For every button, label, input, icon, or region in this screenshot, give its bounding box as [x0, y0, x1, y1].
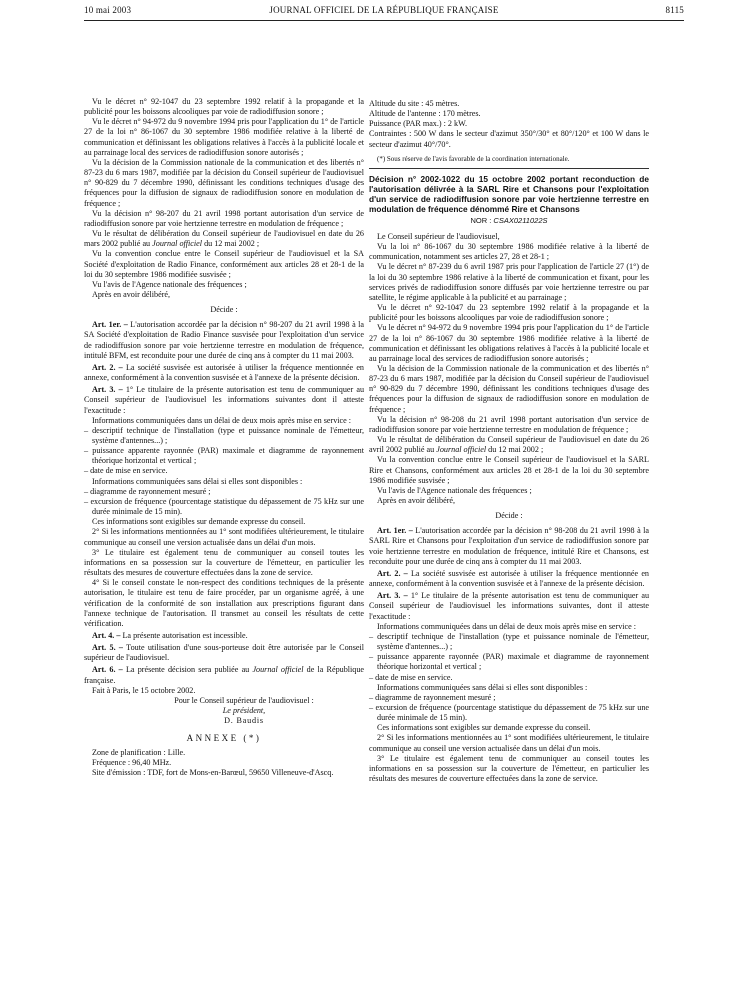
paragraph-3: 3° Le titulaire est également tenu de communiquer au conseil toutes les informations en sa possession sur la couverture de l'émetteur, en particulier les résultats des mesures de couverture effectuées dans la zone de service. [369, 753, 649, 784]
article-1: Art. 1er. – L'autorisation accordée par la décision n° 98-208 du 21 avril 1998 à la SARL Rire et Chansons pour l'exploitation d'un service de radiodiffusion sonore par voie hertzienne terrestre en modulation de fréquence, intitulé Rire et Chansons, est reconduite pour une durée de cinq ans à compter du 11 mai 2003. [369, 526, 650, 566]
paragraph: Vu la décision de la Commission nationale de la communication et des libertés n° 87-23 du 6 mars 1987, modifiée par la décision du Conseil supérieur de l'audiovisuel n° 90-829 du 7 décembre 1990, définissant les conditions techniques d'usage des fréquences pour la diffusion de signaux de radiodiffusion sonore en modulation de fréquence ; [369, 363, 649, 414]
paragraph-2: 2° Si les informations mentionnées au 1° sont modifiées ultérieurement, le titulaire communique au conseil une version actualisée dans un délai d'un mois. [369, 733, 649, 753]
annexe-line: Zone de planification : Lille. [92, 747, 186, 757]
paragraph: Vu le décret n° 94-972 du 9 novembre 1994 pris pour l'application du 1° de l'article 27 de la loi n° 86-1067 du 30 septembre 1986 modifiée relative à la liberté de communication et définissant les obligations relatives à l'accès à la publicité locale et au parrainage local des services de radiodiffusion sonore autorisés ; [369, 323, 649, 363]
info-delay-heading: Informations communiquées dans un délai de deux mois après mise en service : [377, 621, 637, 631]
paragraph-journal-officiel: Vu le résultat de délibération du Conseil supérieur de l'audiovisuel en date du 26 mars 2002 publié au Journal officiel du 12 mai 2002 ; [84, 229, 364, 249]
header-date: 10 mai 2003 [84, 5, 132, 15]
paragraph: Vu la décision n° 98-208 du 21 avril 1998 portant autorisation d'un service de radiodiffusion sonore par voie hertzienne terrestre en modulation de fréquence ; [369, 414, 649, 434]
info-delay-heading: Informations communiquées dans un délai de deux mois après mise en service : [92, 415, 352, 425]
paragraph: Vu le décret n° 87-239 du 6 avril 1987 pris pour l'application de l'article 27 (1°) de la loi du 30 septembre 1986 relative à la liberté de communication et fixant, pour les services privés de radiodiffusion sonore diffusés par voie hertzienne terrestre ou par satellite, le régime applicable à la publicité et au parrainage ; [369, 262, 649, 302]
paragraph: Vu le décret n° 94-972 du 9 novembre 1994 pris pour l'application du 1° de l'article 27 de la loi n° 86-1067 du 30 septembre 1986 modifiée relative à la liberté de communication et définissant les obligations relatives à l'accès à la publicité locale et au parrainage local des services de radiodiffusion sonore autorisés ; [84, 117, 364, 157]
paragraph-avis: Vu l'avis de l'Agence nationale des fréquences ; [92, 279, 247, 289]
annexe-title: ANNEXE (*) [186, 733, 262, 744]
signature-title: Le président, [222, 706, 266, 716]
paragraph-exigibles: Ces informations sont exigibles sur demande expresse du conseil. [377, 723, 591, 733]
signatory-name: D. Baudis [224, 716, 264, 726]
list-item: – diagramme de rayonnement mesuré ; [369, 692, 496, 702]
list-item: – date de mise en service. [369, 672, 453, 682]
paragraph-avis: Vu l'avis de l'Agence nationale des fréquences ; [377, 485, 532, 495]
paragraph-delibere: Après en avoir délibéré, [377, 496, 456, 505]
paragraph: Vu la loi n° 86-1067 du 30 septembre 1986 modifiée relative à la liberté de communication, notamment ses articles 27, 28 et 28-1 ; [369, 242, 649, 262]
left-column [84, 97, 364, 778]
journal-title: JOURNAL OFFICIEL DE LA RÉPUBLIQUE FRANÇAISE [269, 5, 499, 15]
article-6: Art. 6. – La présente décision sera publiée au Journal officiel de la République française. [84, 665, 365, 685]
footnote: (*) Sous réserve de l'avis favorable de la coordination internationale. [377, 154, 570, 163]
paragraph-delibere: Après en avoir délibéré, [92, 289, 171, 299]
list-item: – diagramme de rayonnement mesuré ; [84, 486, 211, 496]
paragraph-3: 3° Le titulaire est également tenu de communiquer au conseil toutes les informations en sa possession sur la couverture de l'émetteur, en particulier les résultats des mesures de couverture effectuées dans la zone de service. [84, 547, 364, 578]
paragraph: Vu la décision n° 98-207 du 21 avril 1998 portant autorisation d'un service de radiodiffusion sonore par voie hertzienne terrestre en modulation de fréquence ; [84, 208, 364, 228]
tech-line: Altitude de l'antenne : 170 mètres. [369, 109, 481, 119]
list-item: – descriptif technique de l'installation (type et puissance nominale de l'émetteur, système d'antennes...) ; [369, 631, 649, 652]
page-header [84, 5, 684, 19]
tech-line: Contraintes : 500 W dans le secteur d'azimut 350°/30° et 80°/120° et 100 W dans le secteur d'azimut 40°/70°. [369, 129, 649, 149]
signature-place-date: Fait à Paris, le 15 octobre 2002. [92, 685, 196, 695]
tech-line: Altitude du site : 45 mètres. [369, 99, 460, 108]
nor-reference: NOR : CSAX0211022S [470, 215, 548, 225]
article-5: Art. 5. – Toute utilisation d'une sous-porteuse doit être autorisée par le Conseil supérieur de l'audiovisuel. [84, 643, 365, 663]
article-4: Art. 4. – La présente autorisation est incessible. [92, 630, 248, 640]
annexe-line: Site d'émission : TDF, fort de Mons-en-Barœul, 59650 Villeneuve-d'Ascq. [92, 767, 334, 777]
list-item: – puissance apparente rayonnée (PAR) maximale et diagramme de rayonnement théorique horizontal et vertical ; [369, 652, 649, 672]
article-2: Art. 2. – La société susvisée est autorisée à utiliser la fréquence mentionnée en annexe, conformément à la convention susvisée et à l'annexe de la présente décision. [84, 362, 364, 383]
annexe-line: Fréquence : 96,40 MHz. [92, 757, 172, 767]
list-item: – date de mise en service. [84, 466, 168, 476]
paragraph-journal-officiel: Vu le résultat de délibération du Conseil supérieur de l'audiovisuel en date du 26 avril 2002 publié au Journal officiel du 12 mai 2002 ; [369, 435, 649, 455]
paragraph-convention: Vu la convention conclue entre le Conseil supérieur de l'audiovisuel et la SARL Rire et Chansons, conformément aux articles 28 et 28-1 de la loi du 30 septembre 1986 modifiée susvisée ; [369, 455, 649, 485]
article-2: Art. 2. – La société susvisée est autorisée à utiliser la fréquence mentionnée en annexe, conformément à la convention susvisée et à l'annexe de la présente décision. [369, 568, 649, 589]
list-item: – excursion de fréquence (pourcentage statistique du dépassement de 75 kHz sur une durée minimale de 15 min). [84, 496, 364, 517]
intro: Le Conseil supérieur de l'audiovisuel, [377, 231, 500, 241]
paragraph-exigibles: Ces informations sont exigibles sur demande expresse du conseil. [92, 517, 306, 527]
header-rule [84, 20, 684, 21]
list-item: – puissance apparente rayonnée (PAR) maximale et diagramme de rayonnement théorique horizontal et vertical ; [84, 446, 364, 466]
decide-heading: Décide : [210, 305, 238, 315]
paragraph: Vu le décret n° 92-1047 du 23 septembre 1992 relatif à la propagande et la publicité pour les boissons alcooliques par voie de radiodiffusion sonore ; [84, 97, 364, 117]
section-divider [369, 168, 649, 169]
list-item: – descriptif technique de l'installation (type et puissance nominale de l'émetteur, système d'antennes...) ; [84, 425, 364, 445]
article-3: Art. 3. – 1° Le titulaire de la présente autorisation est tenu de communiquer au Conseil supérieur de l'audiovisuel les informations suivantes dont il atteste l'exactitude : [84, 385, 365, 415]
signature-for-council: Pour le Conseil supérieur de l'audiovisuel : [174, 695, 314, 705]
info-nodelay-heading: Informations communiquées sans délai si elles sont disponibles : [92, 476, 303, 486]
tech-line: Puissance (PAR max.) : 2 kW. [369, 119, 468, 129]
article-1: Art. 1er. – L'autorisation accordée par la décision n° 98-207 du 21 avril 1998 à la SA Société d'exploitation de Radio Finance susvisée pour l'exploitation d'un service de radiodiffusion sonore par voie hertzienne terrestre en modulation de fréquence, intitulé BFM, est reconduite pour une durée de cinq ans à compter du 11 mai 2003. [84, 320, 365, 360]
list-item: – excursion de fréquence (pourcentage statistique du dépassement de 75 kHz sur une durée minimale de 15 min). [369, 702, 649, 723]
paragraph-convention: Vu la convention conclue entre le Conseil supérieur de l'audiovisuel et la SA Société d'exploitation de Radio Finance, conformément aux articles 28 et 28-1 de la loi du 30 septembre 1986 modifiée susvisée ; [84, 249, 364, 279]
paragraph-2: 2° Si les informations mentionnées au 1° sont modifiées ultérieurement, le titulaire communique au conseil une version actualisée dans un délai d'un mois. [84, 527, 364, 547]
paragraph: Vu le décret n° 92-1047 du 23 septembre 1992 relatif à la propagande et la publicité pour les boissons alcooliques par voie de radiodiffusion sonore ; [369, 303, 649, 323]
decide-heading: Décide : [495, 511, 523, 521]
page-number: 8115 [665, 5, 684, 15]
info-nodelay-heading: Informations communiquées sans délai si elles sont disponibles : [377, 682, 588, 692]
article-3: Art. 3. – 1° Le titulaire de la présente autorisation est tenu de communiquer au Conseil supérieur de l'audiovisuel les informations suivantes, dont il atteste l'exactitude : [369, 591, 650, 621]
paragraph: Vu la décision de la Commission nationale de la communication et des libertés n° 87-23 du 6 mars 1987, modifiée par la décision du Conseil supérieur de l'audiovisuel n° 90-829 du 7 décembre 1990, définissant les conditions techniques d'usage des fréquences pour la diffusion de signaux de radiodiffusion sonore en modulation de fréquence ; [84, 157, 364, 208]
right-column [369, 99, 649, 784]
paragraph-4: 4° Si le conseil constate le non-respect des conditions techniques de la présente autorisation, le titulaire est tenu de faire procéder, par un organisme agréé, à une vérification de la conformité de son installation aux prescriptions figurant dans l'annexe technique de l'autorisation. Il transmet au conseil les résultats de cette vérification. [84, 578, 364, 628]
decision-title: Décision n° 2002-1022 du 15 octobre 2002 portant reconduction de l'autorisation délivrée à la SARL Rire et Chansons pour l'exploitation d'un service de radiodiffusion sonore par voie hertzienne terrestre en modulation de fréquence dénommé Rire et Chansons [369, 173, 649, 214]
